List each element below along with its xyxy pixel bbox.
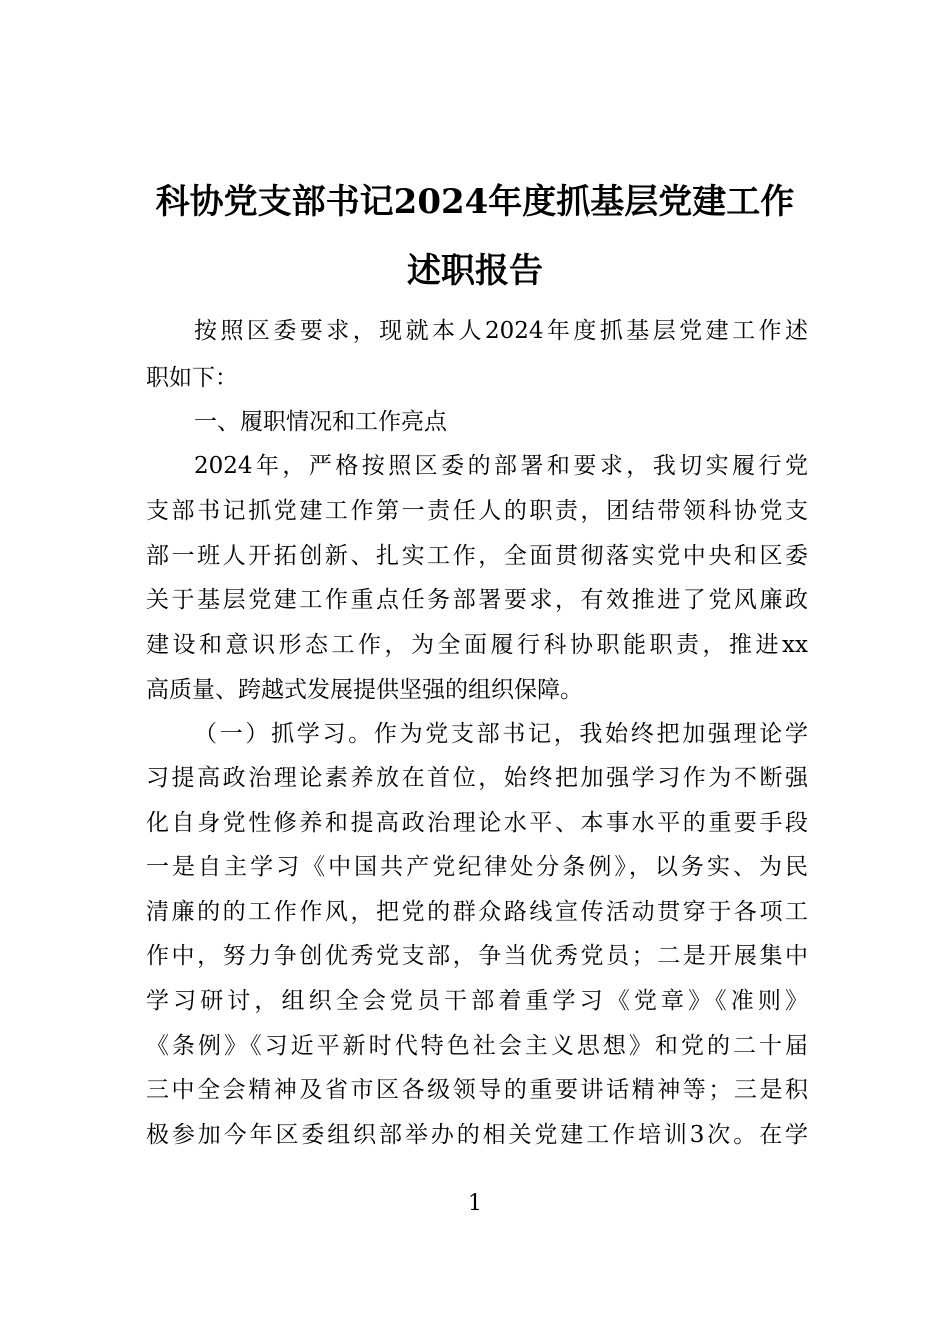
document-title-line-1: 科协党支部书记2024年度抓基层党建工作 [155, 182, 795, 222]
paragraph-2-line-1: （一）抓学习。作为党支部书记，我始终把加强理论学 [194, 721, 808, 747]
paragraph-2-line-5: 清廉的的工作作风，把党的群众路线宣传活动贯穿于各项工 [146, 899, 808, 925]
paragraph-1-line-1: 2024年，严格按照区委的部署和要求，我切实履行党 [194, 453, 808, 479]
paragraph-2-line-4: 一是自主学习《中国共产党纪律处分条例》，以务实、为民 [146, 854, 808, 880]
paragraph-2-line-6: 作中，努力争创优秀党支部，争当优秀党员；二是开展集中 [146, 943, 808, 969]
paragraph-2-line-9: 三中全会精神及省市区各级领导的重要讲话精神等；三是积 [146, 1077, 808, 1103]
paragraph-2-line-2: 习提高政治理论素养放在首位，始终把加强学习作为不断强 [146, 765, 808, 791]
paragraph-2-line-10: 极参加今年区委组织部举办的相关党建工作培训3次。在学 [146, 1122, 808, 1148]
paragraph-1-line-5: 建设和意识形态工作，为全面履行科协职能职责，推进xx [146, 632, 808, 658]
paragraph-1-line-4: 关于基层党建工作重点任务部署要求，有效推进了党风廉政 [146, 587, 808, 613]
paragraph-1-line-3: 部一班人开拓创新、扎实工作，全面贯彻落实党中央和区委 [146, 543, 808, 569]
paragraph-2-line-3: 化自身党性修养和提高政治理论水平、本事水平的重要手段 [146, 810, 808, 836]
intro-line-2: 职如下： [146, 365, 238, 391]
paragraph-1-line-2: 支部书记抓党建工作第一责任人的职责，团结带领科协党支 [146, 498, 808, 524]
paragraph-1-line-6: 高质量、跨越式发展提供坚强的组织保障。 [146, 677, 583, 703]
paragraph-2-line-8: 《条例》《习近平新时代特色社会主义思想》和党的二十届 [146, 1033, 808, 1059]
intro-line-1: 按照区委要求，现就本人2024年度抓基层党建工作述 [194, 318, 808, 344]
document-title-line-2: 述职报告 [407, 251, 543, 291]
paragraph-2-line-7: 学习研讨，组织全会党员干部着重学习《党章》《准则》 [146, 988, 808, 1014]
page-number: 1 [468, 1191, 482, 1216]
section-heading: 一、履职情况和工作亮点 [194, 409, 447, 435]
